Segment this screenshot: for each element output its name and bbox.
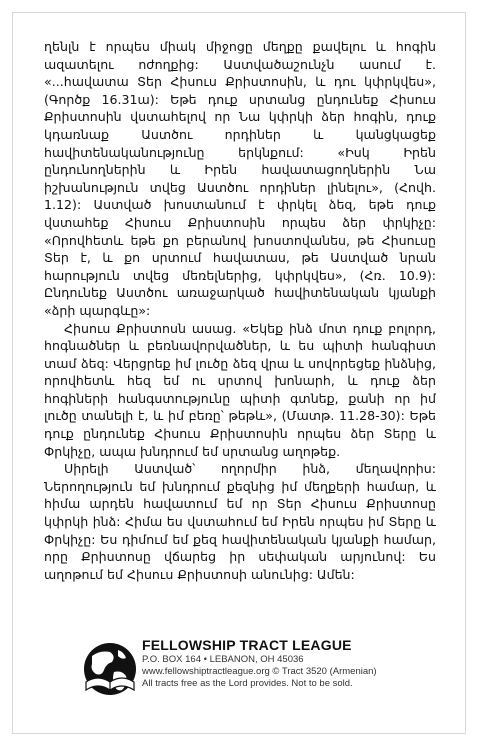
publisher-footer [82,636,412,708]
publisher-address: P.O. BOX 164 • LEBANON, OH 45036 [142,654,304,665]
publisher-info [142,636,432,691]
free-tracts-notice: All tracts free as the Lord provides. Not to be sold. [142,678,353,690]
paragraph-prayer: Սիրելի Աստված՝ ողորմիր ինձ, մեղավորիս: Ներողություն եմ խնդրում քեզնից իմ մեղքերի համար, և հիմա արդեն հավատում եմ որ Տեր Հիսուս Քրիստոսը կփրկի ինձ: Հիմա ես վստահում եմ Իրեն որպես իմ Տերը և Փրկիչը: Ես դիմում եմ քեզ հավիտենական կյանքի համար, որը Քրիստոսը վճարեց իր սեփական արյունով: Ես աղոթում եմ Հիսուս Քրիստոսի անունից: Ամեն: [44,461,436,582]
globe-with-open-bible-icon [82,638,138,700]
tract-body-text [44,38,436,583]
paragraph-come-to-me: Հիսուս Քրիստոսն ասաց. «Եկեք ինձ մոտ դուք բոլորդ, հոգնածներ և բեռնավորվածներ, և ես պիտի հանգիստ տամ ձեզ: Վերցրեք իմ լուծը ձեզ վրա և սովորեցեք ինձնից, որովհետև հեզ եմ ու սրտով խոնարհ, և դուք ձեր հոգիների հանգստությունը պիտի գտնեք, քանի որ իմ լուծը տանելի է, և իմ բեռը՝ թեթև», (Մատթ. 11.28-30): Եթե դուք ընդունեք Հիսուս Քրիստոսին որպես ձեր Տերը և Փրկիչը, ապա խնդրում եմ սրտանց աղոթեք. [44,320,436,459]
paragraph-salvation: ղենլն է որպես միակ միջոցը մեղքը քավելու և հոգին ազատելու ոժողքից: Աստվածաշունչն ասում է. «...հավատա Տեր Հիսուս Քրիստոսին, և դու կփրկվես», (Գործք 16.31ա): Եթե դուք սրտանց ընդունեք Հիսուս Քրիստոսին վստահելով որ Նա կփրկի ձեր հոգին, դուք կդառնաք Աստծու որդիներ և կանցկացեք հավիտենականությունը երկնքում: «Իսկ Իրեն ընդունողներին և Իրեն հավատացողներին Նա իշխանություն տվեց Աստծու որդիներ լինելու», (Հովհ. 1.12): Աստված խոստանում է փրկել ձեզ, եթե դուք վստահեք Հիսուս Քրիստոսին որպես ձեր փրկիչը: «Որովհետև եթե քո բերանով խոստովանես, թե Հիսուսը Տեր է, և քո սրտում հավատաս, թե Աստված նրան հարություն տվեց մեռելներից, կփրկվես», (Հռ. 10.9): Ընդունեք Աստծու առաջարկած հավիտենական կյանքի «ձրի պարգևը»: [44,39,436,318]
publisher-website-line: www.fellowshiptractleague.org © Tract 3520 (Armenian) [142,666,377,678]
publisher-name: FELLOWSHIP TRACT LEAGUE [142,637,352,653]
